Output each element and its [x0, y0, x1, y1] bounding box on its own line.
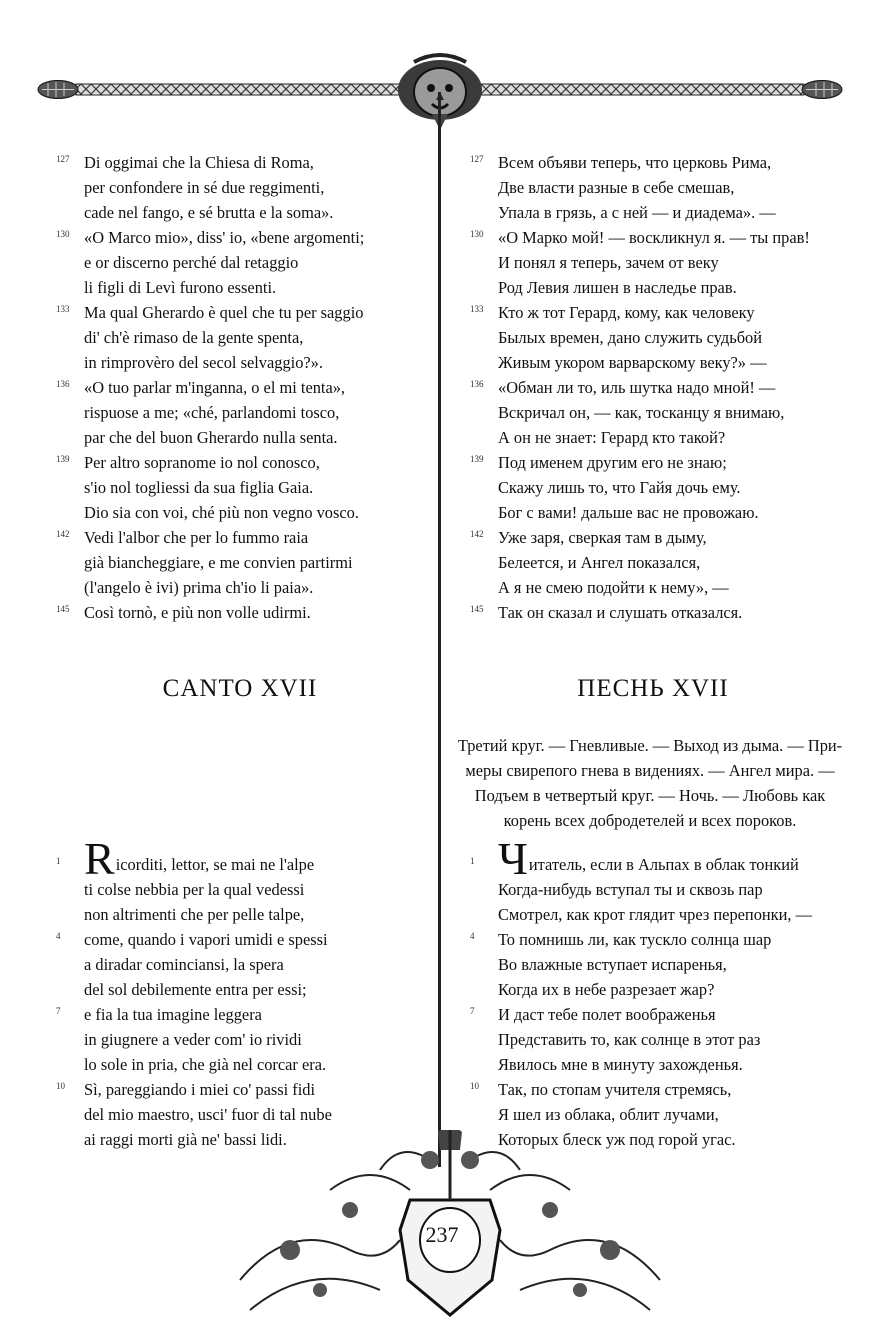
stanza [56, 1002, 436, 1077]
stanza [470, 150, 850, 225]
stanza [470, 1002, 850, 1077]
verse-number: 10 [56, 1081, 65, 1091]
verse-line: come, quando i vapori umidi e spessi [84, 930, 328, 949]
verse-line: Представить то, как солнце в этот раз [498, 1030, 761, 1049]
stanza [56, 150, 436, 225]
stanza [470, 450, 850, 525]
verse-line: Явилось мне в минуту захожденья. [498, 1055, 743, 1074]
stanza [56, 927, 436, 1002]
verse-number: 145 [470, 604, 484, 614]
verse-line: rispuose a me; «ché, parlandomi tosco, [84, 403, 340, 422]
argument-line: меры свирепого гнева в видениях. — Ангел мира. — [465, 761, 835, 780]
verse-line: Vedi l'albor che per lo fummo raia [84, 528, 309, 547]
verse-line: А он не знает: Герард кто такой? [498, 428, 726, 447]
verse-line: non altrimenti che per pelle talpe, [84, 905, 305, 924]
drop-cap: R [84, 833, 115, 884]
verse-line: Кто ж тот Герард, кому, как человеку [498, 303, 755, 322]
argument-line: Подъем в четвертый круг. — Ночь. — Любовь как [474, 786, 826, 805]
stanza [56, 833, 436, 927]
verse-line-text: итатель, если в Альпах в облак тонкий [528, 855, 799, 874]
verse-line: lo sole in pria, che già nel corcar era. [84, 1055, 327, 1074]
verse-number: 1 [470, 856, 475, 866]
stanza [56, 525, 436, 600]
italian-column-bottom [56, 833, 436, 1152]
verse-line: Так, по стопам учителя стремясь, [498, 1080, 732, 1099]
stanza [470, 600, 850, 625]
verse-line: Скажу лишь то, что Гайя дочь ему. [498, 478, 741, 497]
verse-line: Две власти разные в себе смешав, [498, 178, 735, 197]
verse-number: 127 [56, 154, 70, 164]
verse-line: «Обман ли то, иль шутка надо мной! — [498, 378, 776, 397]
stanza [470, 525, 850, 600]
verse-number: 133 [56, 304, 70, 314]
verse-number: 4 [470, 931, 475, 941]
verse-line: Под именем другим его не знаю; [498, 453, 727, 472]
verse-line: Sì, pareggiando i miei co' passi fidi [84, 1080, 316, 1099]
verse-line: Во влажные вступает испаренья, [498, 955, 727, 974]
stanza [56, 375, 436, 450]
verse-number: 127 [470, 154, 484, 164]
verse-line: par che del buon Gherardo nulla senta. [84, 428, 338, 447]
verse-number: 10 [470, 1081, 479, 1091]
verse-line: Которых блеск уж под горой угас. [498, 1130, 736, 1149]
russian-column-bottom [470, 833, 850, 1152]
verse-line: Così tornò, e più non volle udirmi. [84, 603, 311, 622]
verse-line: Упала в грязь, а с ней — и диадема». — [498, 203, 776, 222]
verse-line: «O Marco mio», diss' io, «bene argomenti; [84, 228, 365, 247]
verse-line [56, 833, 436, 884]
verse-line: «O tuo parlar m'inganna, o el mi tenta», [84, 378, 346, 397]
verse-line: del sol debilemente entra per essi; [84, 980, 307, 999]
verse-line: И понял я теперь, зачем от веку [498, 253, 719, 272]
verse-number: 145 [56, 604, 70, 614]
verse-line: a diradar cominciansi, la spera [84, 955, 284, 974]
stanza [56, 450, 436, 525]
stanza [470, 375, 850, 450]
verse-line: Род Левия лишен в наследье прав. [498, 278, 737, 297]
verse-line: li figli di Levì furono essenti. [84, 278, 277, 297]
stanza [56, 300, 436, 375]
verse-line: Белеется, и Ангел показался, [498, 553, 701, 572]
argument-line: Третий круг. — Гневливые. — Выход из дыма. — При- [457, 736, 843, 755]
verse-line: Вскричал он, — как, тосканцу я внимаю, [498, 403, 785, 422]
russian-column-top [470, 150, 850, 625]
stanza [470, 833, 850, 927]
verse-number: 130 [56, 229, 70, 239]
verse-number: 1 [56, 856, 61, 866]
verse-line: in giugnere a veder com' io rividi [84, 1030, 302, 1049]
verse-line: ti colse nebbia per la qual vedessi [84, 880, 305, 899]
verse-line [470, 833, 850, 884]
verse-number: 7 [470, 1006, 475, 1016]
verse-line: «О Марко мой! — воскликнул я. — ты прав! [498, 228, 810, 247]
verse-number: 7 [56, 1006, 61, 1016]
verse-line: per confondere in sé due reggimenti, [84, 178, 325, 197]
stanza [470, 927, 850, 1002]
verse-line: del mio maestro, usci' fuor di tal nube [84, 1105, 332, 1124]
verse-line: Былых времен, дано служить судьбой [498, 328, 763, 347]
verse-line: Бог с вами! дальше вас не провожаю. [498, 503, 759, 522]
verse-line: e fia la tua imagine leggera [84, 1005, 262, 1024]
verse-line: Живым укором варварскому веку?» — [498, 353, 767, 372]
argument-line: корень всех добродетелей и всех пороков. [503, 811, 797, 830]
stanza [56, 600, 436, 625]
stanza [56, 225, 436, 300]
verse-line-text: icorditi, lettor, se mai ne l'alpe [115, 855, 315, 874]
verse-number: 4 [56, 931, 61, 941]
stanza [470, 300, 850, 375]
verse-number: 139 [56, 454, 70, 464]
verse-line: ai raggi morti già ne' bassi lidi. [84, 1130, 287, 1149]
canto-argument [450, 733, 850, 833]
verse-number: 133 [470, 304, 484, 314]
verse-line: Di oggimai che la Chiesa di Roma, [84, 153, 314, 172]
verse-line: già biancheggiare, e me convien partirmi [84, 553, 353, 572]
verse-number: 142 [56, 529, 70, 539]
verse-line: Я шел из облака, облит лучами, [498, 1105, 719, 1124]
verse-line: di' ch'è rimaso de la gente spenta, [84, 328, 304, 347]
verse-line: Смотрел, как крот глядит чрез перепонки, — [498, 905, 812, 924]
column-divider [438, 92, 441, 1167]
verse-line: Ma qual Gherardo è quel che tu per saggio [84, 303, 364, 322]
italian-column-top [56, 150, 436, 625]
verse-line: И даст тебе полет воображенья [498, 1005, 716, 1024]
verse-line: Так он сказал и слушать отказался. [498, 603, 743, 622]
verse-line: То помнишь ли, как тускло солнца шар [498, 930, 772, 949]
page-number: 237 [425, 1222, 459, 1247]
verse-line: Уже заря, сверкая там в дыму, [498, 528, 707, 547]
verse-number: 136 [470, 379, 484, 389]
verse-line: Dio sia con voi, ché più non vegno vosco. [84, 503, 359, 522]
verse-line: Per altro sopranome io nol conosco, [84, 453, 320, 472]
canto-title-russian: ПЕСНЬ XVII [577, 675, 729, 702]
verse-line: Когда-нибудь вступал ты и сквозь пар [498, 880, 763, 899]
verse-number: 130 [470, 229, 484, 239]
verse-line: in rimprovèro del secol selvaggio?». [84, 353, 323, 372]
verse-line: Всем объяви теперь, что церковь Рима, [498, 153, 772, 172]
verse-number: 139 [470, 454, 484, 464]
verse-line: cade nel fango, e sé brutta e la soma». [84, 203, 334, 222]
verse-number: 142 [470, 529, 484, 539]
verse-line: (l'angelo è ivi) prima ch'io li paia». [84, 578, 314, 597]
canto-title-italian: CANTO XVII [162, 675, 318, 702]
stanza [470, 225, 850, 300]
verse-number: 136 [56, 379, 70, 389]
verse-line: s'io nol togliessi da sua figlia Gaia. [84, 478, 314, 497]
verse-line: А я не смею подойти к нему», — [498, 578, 729, 597]
verse-line: e or discerno perché dal retaggio [84, 253, 299, 272]
verse-line: Когда их в небе разрезает жар? [498, 980, 715, 999]
drop-cap: Ч [498, 833, 528, 884]
